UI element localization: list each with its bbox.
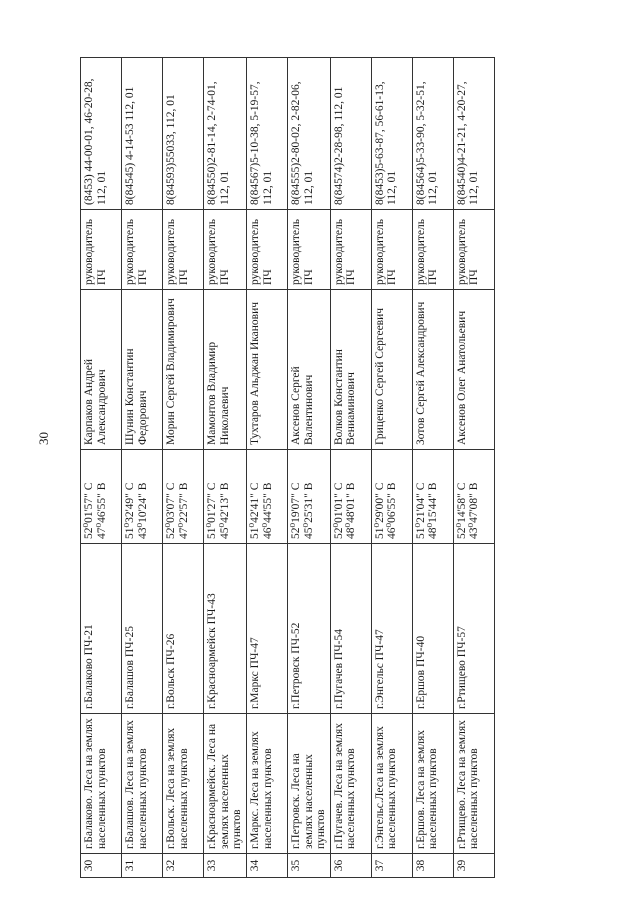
coordinates-cell [453,450,494,544]
longitude: 43⁰10'24" В [136,482,149,539]
forest-location-cell: г.Ершов. Леса на землях населенных пунктов [412,714,453,854]
page-number: 30 [36,432,51,445]
longitude: 47⁰46'55" В [95,482,108,539]
row-number: 32 [163,854,204,878]
forest-location-cell: г.Ртищево. Леса на землях населенных пунктов [453,714,494,854]
forest-location-cell: г.Балаково. Леса на землях населенных пунктов [81,714,122,854]
role-cell: руководитель ПЧ [371,210,412,290]
table-row [371,58,412,878]
longitude: 46⁰44'55" В [261,482,274,539]
fire-unit-cell: г.Балашов ПЧ-25 [122,544,163,714]
longitude: 45⁰25'31" В [302,482,315,539]
fire-unit-cell: г.Петровск ПЧ-52 [287,544,330,714]
forest-location-cell: г.Пугачев. Леса на землях населенных пунктов [330,714,371,854]
role-cell: руководитель ПЧ [163,210,204,290]
forest-location-cell: г.Красноармейск. Леса на землях населенных пунктов [204,714,247,854]
coordinates-cell [204,450,247,544]
fire-units-table-wrapper [80,58,520,878]
table-row [163,58,204,878]
latitude: 52⁰19'07" С [289,482,302,539]
row-number: 35 [287,854,330,878]
responsible-person-cell: Гриценко Сергей Сергеевич [371,290,412,450]
latitude: 52⁰03'07" С [165,482,177,539]
longitude: 43⁰47'08" В [468,482,481,539]
table-row [287,58,330,878]
table-row [330,58,371,878]
longitude: 46⁰06'55" В [386,482,399,539]
latitude: 51⁰32'49" С [124,482,136,539]
longitude: 48⁰15'44" В [427,482,440,539]
responsible-person-cell: Карпаков Андрей Александрович [81,290,122,450]
forest-location-cell: г.Балашов. Леса на землях населенных пунктов [122,714,163,854]
latitude: 52⁰01'57" С [83,482,95,539]
latitude: 51⁰29'00" С [373,482,386,539]
row-number: 33 [204,854,247,878]
latitude: 51⁰42'41" С [248,482,261,539]
fire-unit-cell: г.Ершов ПЧ-40 [412,544,453,714]
latitude: 51⁰01'27" С [206,482,218,539]
responsible-person-cell: Шунин Константин Федорович [122,290,163,450]
phone-cell: 8(84574)2-28-98, 112, 01 [330,58,371,210]
role-cell: руководитель ПЧ [81,210,122,290]
responsible-person-cell: Волков Константин Вениаминович [330,290,371,450]
fire-units-table [80,57,495,878]
longitude: 45⁰42'13" В [218,482,231,539]
row-number: 30 [81,854,122,878]
forest-location-cell: г.Вольск. Леса на землях населенных пунктов [163,714,204,854]
forest-location-cell: г.Энгельс.Леса на землях населенных пунктов [371,714,412,854]
latitude: 51⁰21'04" С [414,482,427,539]
role-cell: руководитель ПЧ [287,210,330,290]
phone-cell: 8(84555)2-80-02, 2-82-06, 112, 01 [287,58,330,210]
row-number: 39 [453,854,494,878]
latitude: 52⁰14'58" С [455,482,468,539]
coordinates-cell [163,450,204,544]
role-cell: руководитель ПЧ [412,210,453,290]
responsible-person-cell: Аксенов Олег Анатольевич [453,290,494,450]
role-cell: руководитель ПЧ [204,210,247,290]
phone-cell: 8(84550)2-81-14, 2-74-01, 112, 01 [204,58,247,210]
table-body [81,58,495,878]
fire-unit-cell: г.Маркс ПЧ-47 [246,544,287,714]
table-row [204,58,247,878]
phone-cell: 8(84567)5-10-38, 5-19-57, 112, 01 [246,58,287,210]
row-number: 38 [412,854,453,878]
coordinates-cell [81,450,122,544]
coordinates-cell [287,450,330,544]
fire-unit-cell: г.Энгельс ПЧ-47 [371,544,412,714]
table-row [122,58,163,878]
phone-cell: 8(84564)5-33-90, 5-32-51, 112, 01 [412,58,453,210]
coordinates-cell [246,450,287,544]
responsible-person-cell: Морин Сергей Владимирович [163,290,204,450]
table-row [246,58,287,878]
role-cell: руководитель ПЧ [246,210,287,290]
phone-cell: (8453) 44-00-01, 46-20-28, 112, 01 [81,58,122,210]
row-number: 31 [122,854,163,878]
table-row [412,58,453,878]
phone-cell: 8(84545) 4-14-53 112, 01 [122,58,163,210]
responsible-person-cell: Тухтаров Альджан Иканович [246,290,287,450]
phone-cell: 8(84540)4-21-21, 4-20-27, 112, 01 [453,58,494,210]
responsible-person-cell: Зотов Сергей Александрович [412,290,453,450]
forest-location-cell: г.Петровск. Леса на землях населенных пунктов [287,714,330,854]
role-cell: руководитель ПЧ [122,210,163,290]
coordinates-cell [122,450,163,544]
fire-unit-cell: г.Пугачев ПЧ-54 [330,544,371,714]
latitude: 52⁰01'01" С [332,482,345,539]
table-row [453,58,494,878]
longitude: 48⁰48'01" В [345,482,358,539]
phone-cell: 8(8453)5-63-87, 56-61-13, 112, 01 [371,58,412,210]
longitude: 47⁰22'57" В [177,482,190,539]
coordinates-cell [330,450,371,544]
row-number: 37 [371,854,412,878]
role-cell: руководитель ПЧ [453,210,494,290]
coordinates-cell [412,450,453,544]
row-number: 36 [330,854,371,878]
role-cell: руководитель ПЧ [330,210,371,290]
table-row [81,58,122,878]
fire-unit-cell: г.Ртищево ПЧ-57 [453,544,494,714]
fire-unit-cell: г.Балаково ПЧ-21 [81,544,122,714]
coordinates-cell [371,450,412,544]
forest-location-cell: г.Маркс. Леса на землях населенных пунктов [246,714,287,854]
responsible-person-cell: Мамонтов Владимир Николаевич [204,290,247,450]
row-number: 34 [246,854,287,878]
responsible-person-cell: Аксенов Сергей Валентинович [287,290,330,450]
phone-cell: 8(84593)55033, 112, 01 [163,58,204,210]
fire-unit-cell: г.Красноармейск ПЧ-43 [204,544,247,714]
fire-unit-cell: г.Вольск ПЧ-26 [163,544,204,714]
